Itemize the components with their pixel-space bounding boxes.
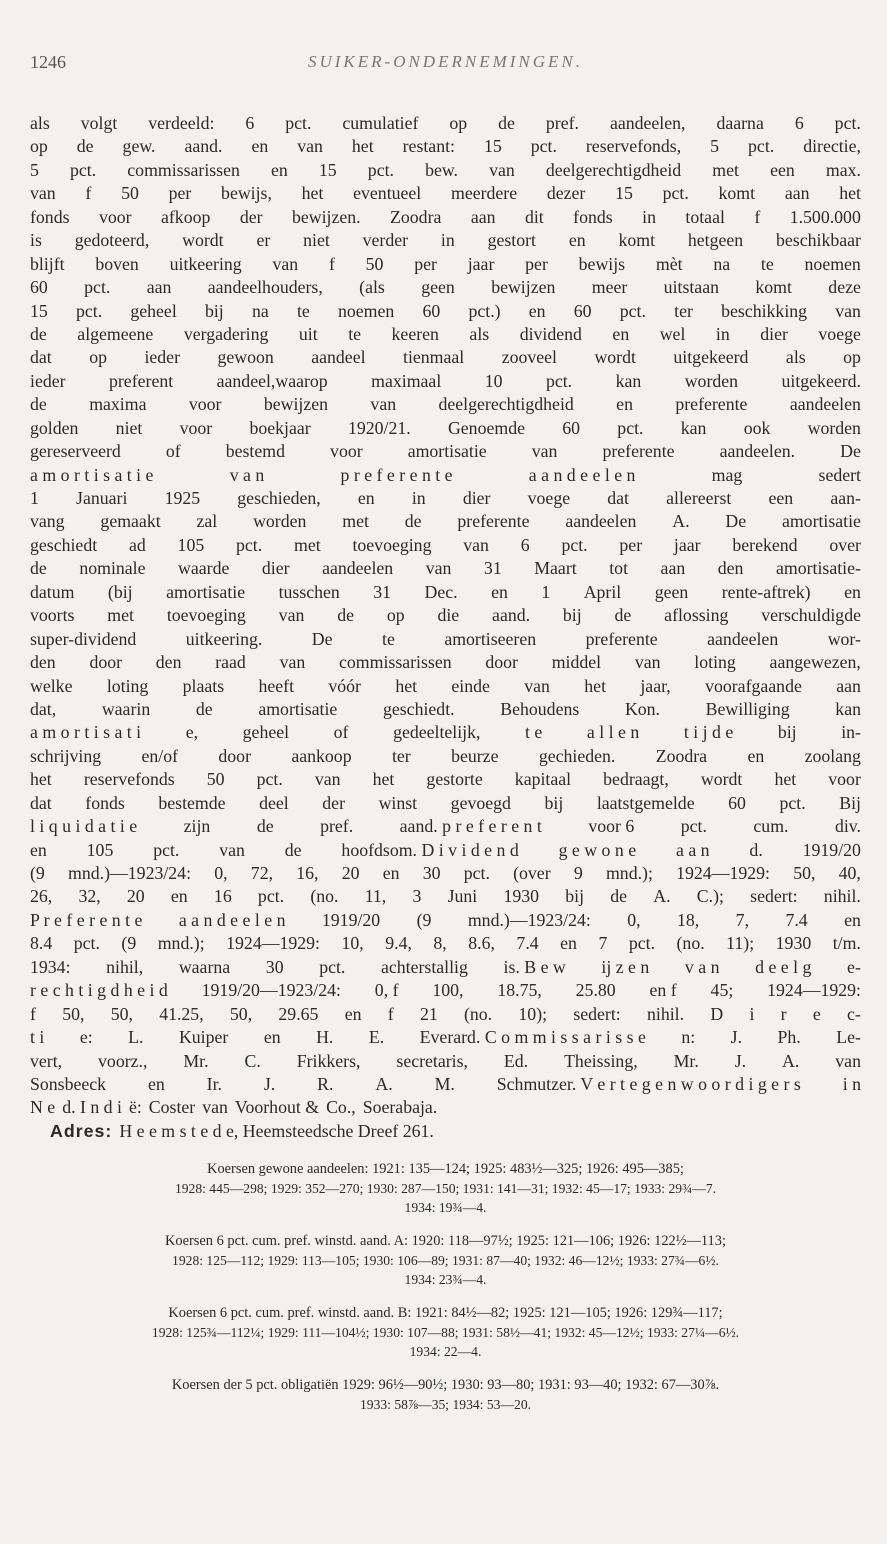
text-line: geschiedt ad 105 pct. met toevoeging van 6 pct. per jaar berekend over [30, 534, 861, 555]
body-text [30, 112, 861, 1143]
text-line: vert, voorz., Mr. C. Frikkers, secretaris, Ed. Theissing, Mr. J. A. van [30, 1050, 861, 1071]
text-line: r e c h t i g d h e i d 1919/20—1923/24: 0, f 100, 18.75, 25.80 en f 45; 1924—1929: [30, 980, 861, 1001]
text-line: den door den raad van commissarissen door middel van loting aangewezen, [30, 652, 861, 673]
price-line: 1933: 58⅞—35; 1934: 53—20. [359, 1397, 532, 1412]
text-line: golden niet voor boekjaar 1920/21. Genoemde 60 pct. kan ook worden [30, 417, 861, 438]
text-line: blijft boven uitkeering van f 50 per jaar per bewijs mèt na te noemen [30, 253, 861, 274]
text-line: 8.4 pct. (9 mnd.); 1924—1929: 10, 9.4, 8, 8.6, 7.4 en 7 pct. (no. 11); 1930 t/m. [30, 933, 861, 954]
text-line: dat, waarin de amortisatie geschiedt. Behoudens Kon. Bewilliging kan [30, 698, 861, 719]
text-line: 5 pct. commissarissen en 15 pct. bew. van deelgerechtigdheid met een max. [30, 159, 861, 180]
text-line: 60 pct. aan aandeelhouders, (als geen bewijzen meer uitstaan komt deze [30, 277, 861, 298]
text-line: Sonsbeeck en Ir. J. R. A. M. Schmutzer. V e r t e g e n w o o r d i g e r s i n [30, 1073, 861, 1094]
text-line: welke loting plaats heeft vóór het einde van het jaar, voorafgaande aan [30, 675, 861, 696]
price-history [30, 1160, 861, 1429]
price-line: Koersen gewone aandeelen: 1921: 135—124; 1925: 483½—325; 1926: 495—385; [207, 1161, 684, 1177]
text-line: 1 Januari 1925 geschieden, en in dier voege dat allereerst een aan- [30, 488, 861, 508]
text-line: van f 50 per bewijs, het eventueel meerdere dezer 15 pct. komt aan het [30, 183, 861, 204]
text-line: 15 pct. geheel bij na te noemen 60 pct.) en 60 pct. ter beschikking van [30, 300, 861, 321]
text-line: t i e: L. Kuiper en H. E. Everard. C o m m i s s a r i s s e n: J. Ph. Le- [30, 1027, 861, 1048]
text-line: f 50, 50, 41.25, 50, 29.65 en f 21 (no. 10); sedert: nihil. D i r e c- [30, 1003, 861, 1024]
text-line: a m o r t i s a t i e, geheel of gedeeltelijk, t e a l l e n t i j d e bij in- [30, 722, 861, 743]
running-head: SUIKER-ONDERNEMINGEN. [307, 52, 583, 71]
text-line: dat fonds bestemde deel der winst gevoegd bij laatstgemelde 60 pct. Bij [30, 792, 861, 813]
text-line: dat op ieder gewoon aandeel tienmaal zooveel wordt uitgekeerd als op [30, 347, 861, 368]
text-line: vang gemaakt zal worden met de preferente aandeelen A. De amortisatie [30, 511, 861, 532]
address-label: Adres: [50, 1120, 113, 1141]
text-line: fonds voor afkoop der bewijzen. Zoodra aan dit fonds in totaal f 1.500.000 [30, 206, 861, 227]
text-line: schrijving en/of door aankoop ter beurze gechieden. Zoodra en zoolang [30, 745, 861, 766]
price-line: 1934: 19¾—4. [404, 1200, 487, 1215]
text-line: de algemeene vergadering uit te keeren als dividend en wel in dier voege [30, 323, 861, 344]
text-line: de maxima voor bewijzen van deelgerechtigdheid en preferente aandeelen [30, 394, 861, 415]
price-block [30, 1304, 861, 1361]
price-line: 1928: 445—298; 1929: 352—270; 1930: 287—150; 1931: 141—31; 1932: 45—17; 1933: 29¾—7. [174, 1181, 717, 1196]
text-line: 1934: nihil, waarna 30 pct. achterstallig is. B e w ij z e n v a n d e e l g e- [30, 956, 861, 977]
text-line: (9 mnd.)—1923/24: 0, 72, 16, 20 en 30 pct. (over 9 mnd.); 1924—1929: 50, 40, [30, 863, 861, 883]
text-line: N e d. I n d i ë: Coster van Voorhout & Co., Soerabaja. [30, 1097, 438, 1118]
text-line: super-dividend uitkeering. De te amortiseeren preferente aandeelen wor- [30, 628, 861, 649]
text-line: het reservefonds 50 pct. van het gestorte kapitaal bedraagt, wordt het voor [30, 769, 861, 790]
text-line: l i q u i d a t i e zijn de pref. aand. p r e f e r e n t voor 6 pct. cum. div. [30, 816, 861, 837]
price-line: 1934: 22—4. [409, 1344, 482, 1359]
text-line: datum (bij amortisatie tusschen 31 Dec. en 1 April geen rente-aftrek) en [30, 581, 861, 602]
price-line: Koersen der 5 pct. obligatiën 1929: 96½—90½; 1930: 93—80; 1931: 93—40; 1932: 67—30⅞. [171, 1377, 720, 1393]
price-line: 1928: 125—112; 1929: 113—105; 1930: 106—89; 1931: 87—40; 1932: 46—12½; 1933: 27¾—6½. [172, 1253, 719, 1268]
text-line: de nominale waarde dier aandeelen van 31 Maart tot aan den amortisatie- [30, 558, 861, 579]
text-line: als volgt verdeeld: 6 pct. cumulatief op de pref. aandeelen, daarna 6 pct. [30, 113, 861, 133]
text-line: voorts met toevoeging van de op die aand. bij de aflossing verschuldigde [30, 605, 861, 626]
price-block [30, 1160, 861, 1217]
price-line: Koersen 6 pct. cum. pref. winstd. aand. B: 1921: 84½—82; 1925: 121—105; 1926: 129¾—117; [168, 1305, 723, 1321]
text-line: ieder preferent aandeel,waarop maximaal 10 pct. kan worden uitgekeerd. [30, 370, 861, 391]
text-line: gereserveerd of bestemd voor amortisatie van preferente aandeelen. De [30, 441, 861, 462]
price-line: 1934: 23¾—4. [404, 1272, 487, 1287]
address-text: H e e m s t e d e, Heemsteedsche Dreef 261. [119, 1120, 434, 1141]
text-line: P r e f e r e n t e a a n d e e l e n 1919/20 (9 mnd.)—1923/24: 0, 18, 7, 7.4 en [30, 909, 861, 930]
price-block [30, 1376, 861, 1414]
price-line: Koersen 6 pct. cum. pref. winstd. aand. A: 1920: 118—97½; 1925: 121—106; 1926: 122½—113; [165, 1233, 726, 1249]
page-header [30, 52, 861, 76]
text-line: en 105 pct. van de hoofdsom. D i v i d e n d g e w o n e a a n d. 1919/20 [30, 839, 861, 860]
price-line: 1928: 125¾—112¼; 1929: 111—104½; 1930: 107—88; 1931: 58½—41; 1932: 45—12½; 1933: 27¼—6½. [151, 1325, 740, 1340]
address-line [30, 1120, 861, 1143]
text-line: is gedoteerd, wordt er niet verder in gestort en komt hetgeen beschikbaar [30, 230, 861, 251]
text-line: op de gew. aand. en van het restant: 15 pct. reservefonds, 5 pct. directie, [30, 136, 861, 157]
price-block [30, 1232, 861, 1289]
text-line: 26, 32, 20 en 16 pct. (no. 11, 3 Juni 1930 bij de A. C.); sedert: nihil. [30, 886, 861, 907]
page-number: 1246 [30, 52, 66, 72]
text-line: a m o r t i s a t i e v a n p r e f e r e n t e a a n d e e l e n mag sedert [30, 464, 861, 485]
